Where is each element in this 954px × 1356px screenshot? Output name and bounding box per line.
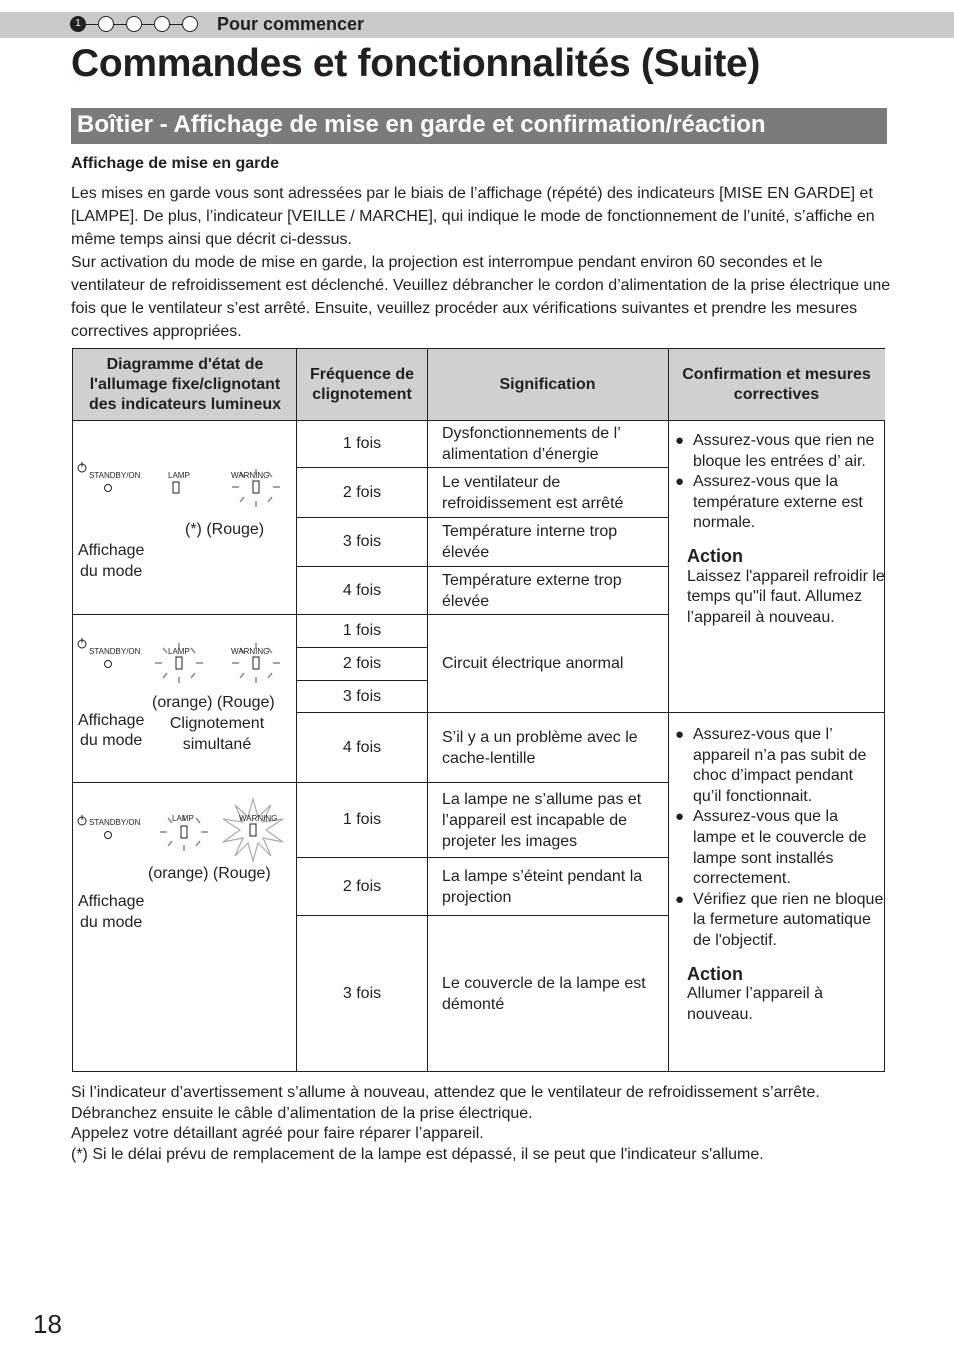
step-connector — [142, 24, 154, 25]
lamp-label: LAMP — [168, 647, 190, 656]
standby-led — [105, 832, 112, 839]
confirm-block-1 — [677, 431, 885, 628]
lamp-led — [181, 826, 187, 838]
freq-cell: 4 fois — [342, 581, 382, 599]
warning-burst — [223, 799, 283, 861]
confirm-bullet: ● Vérifiez que rien ne bloque la fermeture automatique de l'objectif. — [677, 890, 885, 952]
header-meaning: Signification — [427, 349, 668, 421]
freq-cell: 2 fois — [342, 655, 382, 672]
meaning-cell-merged: Circuit électrique anormal — [442, 655, 624, 672]
meaning-cell: Le couvercle de la lampe est démonté — [442, 974, 646, 1013]
freq-cell: 4 fois — [342, 738, 382, 756]
standby-label: STANDBY/ON — [89, 818, 141, 827]
freq-cell: 2 fois — [342, 483, 382, 501]
chapter-bar — [0, 12, 954, 38]
step-5-dot — [182, 16, 198, 32]
action-title: Action — [687, 545, 743, 566]
subtitle-bar — [71, 108, 887, 144]
footer-line: Si l’indicateur d’avertissement s’allume à nouveau, attendez que le ventilateur de refroidissement s’arrête. — [71, 1084, 820, 1101]
warning-label: WARNING — [239, 814, 278, 823]
confirm-block-2 — [677, 725, 885, 1025]
warning-led — [250, 824, 256, 836]
power-icon — [78, 638, 86, 648]
warning-heading: Affichage de mise en garde — [71, 155, 280, 172]
footer-notes — [71, 1083, 901, 1165]
mode-label: Affichage — [78, 893, 145, 910]
action-text: Laissez l'appareil refroidir le temps qu''il faut. Allumez l’appareil à nouveau. — [687, 567, 885, 626]
lamp-label: LAMP — [172, 814, 194, 823]
freq-cell: 1 fois — [342, 622, 382, 639]
meaning-cell: Température externe trop élevée — [442, 571, 622, 610]
header-diagram: Diagramme d'état de l'allumage fixe/clignotant des indicateurs lumineux — [73, 349, 297, 421]
power-icon — [78, 815, 86, 825]
subtitle: Boîtier - Affichage de mise en garde et confirmation/réaction — [77, 111, 766, 138]
step-connector — [114, 24, 126, 25]
group2-colors: (orange) (Rouge) — [152, 694, 275, 711]
power-icon — [78, 462, 86, 472]
step-connector — [86, 24, 98, 25]
mode-label: du mode — [80, 563, 143, 580]
meaning-cell: Température interne trop élevée — [442, 523, 618, 561]
warning-label: WARNING — [231, 647, 270, 656]
footer-line: (*) Si le délai prévu de remplacement de la lampe est dépassé, il se peut que l'indicateur s'allume. — [71, 1145, 764, 1163]
warning-led — [253, 481, 259, 493]
intro-text — [71, 182, 891, 343]
header-frequency: Fréquence de clignotement — [297, 349, 427, 421]
indicator-diagram-2 — [73, 635, 295, 685]
step-2-dot — [98, 16, 114, 32]
meaning-cell: Le ventilateur de refroidissement est arrêté — [442, 473, 624, 512]
mode-label: Affichage — [78, 712, 145, 729]
confirm-divider — [668, 712, 885, 713]
col-divider — [427, 349, 428, 1071]
lamp-led — [176, 657, 182, 669]
group1-note: (*) (Rouge) — [185, 521, 265, 538]
freq-cell: 1 fois — [342, 435, 382, 452]
mode-label: du mode — [80, 732, 143, 749]
intro-paragraph-2: Sur activation du mode de mise en garde, la projection est interrompue pendant environ 60 secondes et le ventilateur de refroidissement est déclenché. Veuillez débrancher le cordon d’alimentation de la prise électrique une fois que le ventilateur s’est arrêté. Ensuite, veuillez procéder aux vérifications suivantes et prendre les mesures correctives appropriées. — [71, 254, 891, 340]
col-divider — [668, 349, 669, 1071]
freq-cell: 3 fois — [342, 984, 382, 1002]
page-number: 18 — [33, 1309, 62, 1339]
confirm-bullet: ● Assurez-vous que la température externe est normale. — [677, 472, 885, 534]
intro-paragraph-1: Les mises en garde vous sont adressées par le biais de l’affichage (répété) des indicateurs [MISE EN GARDE] et [LAMPE]. De plus, l’indicateur [VEILLE / MARCHE], qui indique le mode de fonctionnement de l’unité, s’affiche en même temps ainsi que décrit ci-dessus. — [71, 185, 875, 248]
standby-led — [105, 661, 112, 668]
page-title: Commandes et fonctionnalités (Suite) — [71, 42, 761, 85]
freq-cell: 3 fois — [342, 533, 382, 550]
step-3-dot — [126, 16, 142, 32]
mode-label: du mode — [80, 914, 143, 931]
group3-colors: (orange) (Rouge) — [148, 865, 271, 882]
standby-label: STANDBY/ON — [89, 471, 141, 480]
indicator-diagram-3 — [73, 797, 295, 867]
standby-led — [105, 485, 112, 492]
freq-cell: 1 fois — [342, 811, 382, 828]
mode-label: Affichage — [78, 542, 145, 559]
step-1-dot: 1 — [70, 16, 86, 32]
footer-line: Débranchez ensuite le câble d’alimentation de la prise électrique. — [71, 1104, 533, 1122]
group2-blink-note: Clignotement simultané — [169, 715, 265, 753]
step-connector — [170, 24, 182, 25]
meaning-cell: La lampe ne s’allume pas et l’appareil est incapable de projeter les images — [442, 790, 642, 850]
step-4-dot — [154, 16, 170, 32]
confirm-bullet: ● Assurez-vous que la lampe et le couvercle de lampe sont installés correctement. — [677, 807, 885, 889]
footer-line: Appelez votre détaillant agréé pour faire réparer l’appareil. — [71, 1125, 484, 1143]
meaning-cell: Dysfonctionnements de l’ alimentation d’énergie — [442, 425, 621, 463]
lamp-led — [173, 482, 179, 493]
confirm-bullet: ● Assurez-vous que rien ne bloque les entrées d’ air. — [677, 431, 885, 472]
section-label: Pour commencer — [217, 14, 365, 34]
freq-cell: 2 fois — [342, 877, 382, 895]
indicator-diagram-1 — [73, 459, 295, 509]
confirm-bullet: ● Assurez-vous que l’ appareil n’a pas subit de choc d’impact pendant qu’il fonctionnait. — [677, 725, 885, 807]
meaning-cell: S’il y a un problème avec le cache-lentille — [442, 728, 638, 767]
meaning-cell: La lampe s’éteint pendant la projection — [442, 867, 643, 906]
freq-cell: 3 fois — [342, 687, 382, 705]
lamp-label: LAMP — [168, 471, 190, 480]
action-title: Action — [687, 963, 743, 984]
warning-label: WARNING — [231, 471, 270, 480]
warning-table — [72, 348, 885, 1072]
header-confirmation: Confirmation et mesures correctives — [668, 349, 885, 421]
warning-led — [253, 657, 259, 669]
action-text: Allumer l’appareil à nouveau. — [687, 985, 824, 1023]
standby-label: STANDBY/ON — [89, 647, 141, 656]
